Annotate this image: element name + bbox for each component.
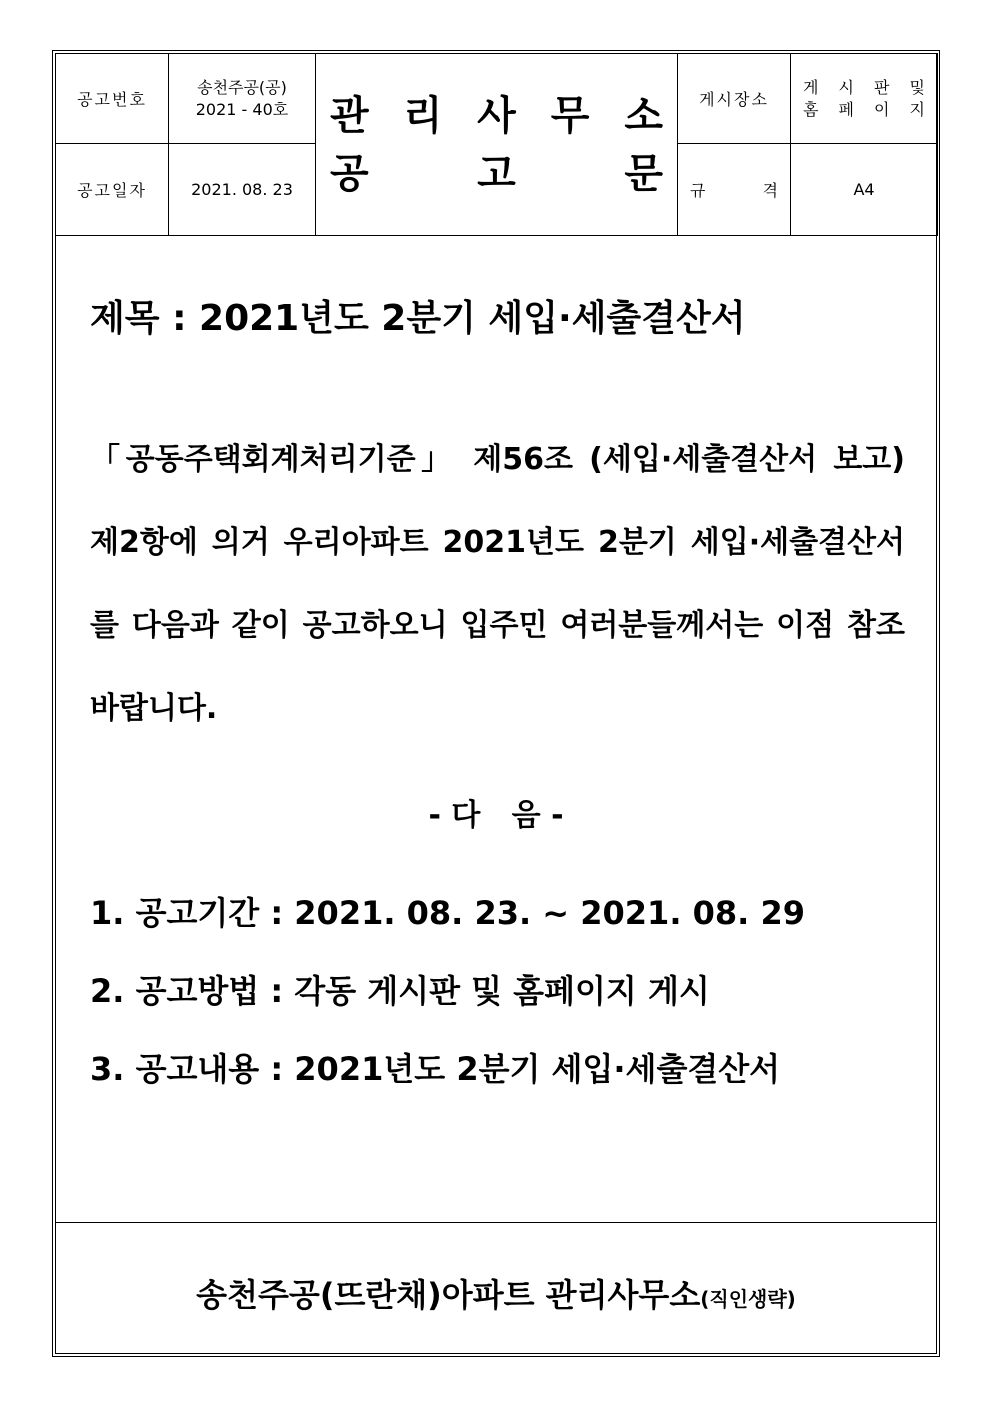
title-line-2: 공 고 문 xyxy=(330,150,663,197)
notice-subject: 제목 : 2021년도 2분기 세입·세출결산서 xyxy=(90,298,746,339)
notice-date-label: 공고일자 xyxy=(56,144,169,236)
posting-place-label: 게시장소 xyxy=(678,54,791,144)
office-name: 송천주공(뜨란채)아파트 관리사무소 xyxy=(196,1276,701,1314)
next-heading: - 다 음 - xyxy=(428,798,564,833)
notice-header-table xyxy=(55,53,938,236)
office-signature xyxy=(0,1270,992,1316)
notice-number-value: 송천주공(공) 2021 - 40호 xyxy=(169,54,316,144)
notice-body: 「공동주택회계처리기준」 제56조 (세입·세출결산서 보고) 제2항에 의거 우리아파트 2021년도 2분기 세입·세출결산서를 다음과 같이 공고하오니 입주민 여러분들께서는 이점 참조바랍니다. xyxy=(90,442,905,726)
notice-number-label: 공고번호 xyxy=(56,54,169,144)
item-period: 1. 공고기간 : 2021. 08. 23. ~ 2021. 08. 29 xyxy=(90,894,805,932)
notice-date-value: 2021. 08. 23 xyxy=(169,144,316,236)
size-value: A4 xyxy=(791,144,938,236)
footer-divider xyxy=(55,1222,937,1223)
seal-omitted-note: (직인생략) xyxy=(700,1287,796,1311)
item-method: 2. 공고방법 : 각동 게시판 및 홈페이지 게시 xyxy=(90,972,710,1010)
item-content: 3. 공고내용 : 2021년도 2분기 세입·세출결산서 xyxy=(90,1050,781,1088)
posting-place-value: 게 시 판 및 홈 페 이 지 xyxy=(791,54,938,144)
document-title xyxy=(316,54,678,236)
title-line-1: 관 리 사 무 소 xyxy=(330,92,663,139)
size-label: 규 격 xyxy=(678,144,791,236)
